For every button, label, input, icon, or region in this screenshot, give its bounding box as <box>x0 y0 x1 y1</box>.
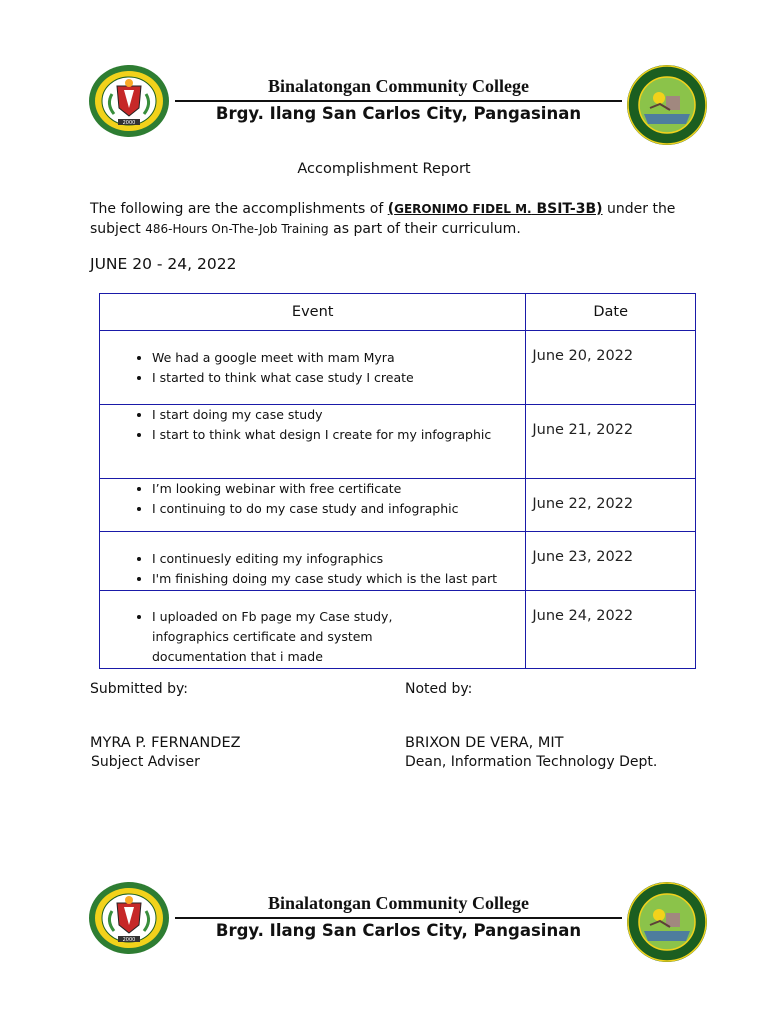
date-cell: June 23, 2022 <box>526 532 696 591</box>
event-cell <box>100 405 526 479</box>
week-range: JUNE 20 - 24, 2022 <box>90 255 237 273</box>
college-name: Binalatongan Community College <box>267 76 530 96</box>
list-item: • I continuing to do my case study and infographic <box>152 499 524 519</box>
letterhead-bottom <box>0 881 768 981</box>
intro-suffix: as part of their curriculum. <box>328 221 521 237</box>
city-seal-icon <box>626 881 708 963</box>
intro-paragraph <box>90 199 690 239</box>
list-item: • I start to think what design I create for my infographic <box>152 425 524 445</box>
college-name: Binalatongan Community College <box>267 893 530 913</box>
table-header-row <box>100 294 696 331</box>
noted-by-role: Dean, Information Technology Dept. <box>405 754 658 770</box>
college-seal-icon <box>88 64 170 140</box>
report-title: Accomplishment Report <box>297 161 471 177</box>
date-cell: June 22, 2022 <box>526 479 696 532</box>
table-row <box>100 532 696 591</box>
event-cell <box>100 532 526 591</box>
event-cell <box>100 479 526 532</box>
submitted-by-role: Subject Adviser <box>91 754 200 770</box>
list-item: • I’m looking webinar with free certificate <box>152 479 524 499</box>
list-item: • We had a google meet with mam Myra <box>152 348 524 368</box>
submitted-by-label: Submitted by: <box>90 681 188 697</box>
college-address: Brgy. Ilang San Carlos City, Pangasinan <box>215 921 582 940</box>
svg-text:2000: 2000 <box>122 120 136 126</box>
list-item: • I'm finishing doing my case study which is the last part <box>152 569 524 589</box>
event-cell <box>100 331 526 405</box>
table-row <box>100 405 696 479</box>
svg-text:2000: 2000 <box>122 937 136 943</box>
header-rule <box>175 917 622 919</box>
list-item: • I started to think what case study I create <box>152 368 524 388</box>
date-cell: June 21, 2022 <box>526 405 696 479</box>
list-item: • I continuesly editing my infographics <box>152 549 524 569</box>
date-column-header: Date <box>526 294 696 331</box>
intro-middle: under the subject <box>90 201 676 237</box>
list-item: • I uploaded on Fb page my Case study, infographics certificate and system documentation that i made <box>152 607 524 667</box>
event-column-header: Event <box>100 294 526 331</box>
accomplishment-table <box>99 293 696 669</box>
date-cell: June 20, 2022 <box>526 331 696 405</box>
table-row <box>100 331 696 405</box>
college-seal-icon <box>88 881 170 957</box>
table-row <box>100 591 696 669</box>
event-cell <box>100 591 526 669</box>
college-address: Brgy. Ilang San Carlos City, Pangasinan <box>215 104 582 123</box>
table-row <box>100 479 696 532</box>
subject-name: 486-Hours On-The-Job Training <box>145 222 329 236</box>
noted-by-name: BRIXON DE VERA, MIT <box>405 735 564 751</box>
student-name: (GERONIMO FIDEL M. BSIT-3B) <box>387 201 603 217</box>
letterhead-top <box>0 64 768 164</box>
list-item: • I start doing my case study <box>152 405 524 425</box>
noted-by-label: Noted by: <box>405 681 473 697</box>
header-rule <box>175 100 622 102</box>
date-cell: June 24, 2022 <box>526 591 696 669</box>
city-seal-icon <box>626 64 708 146</box>
submitted-by-name: MYRA P. FERNANDEZ <box>90 735 241 751</box>
intro-prefix: The following are the accomplishments of <box>90 201 388 217</box>
